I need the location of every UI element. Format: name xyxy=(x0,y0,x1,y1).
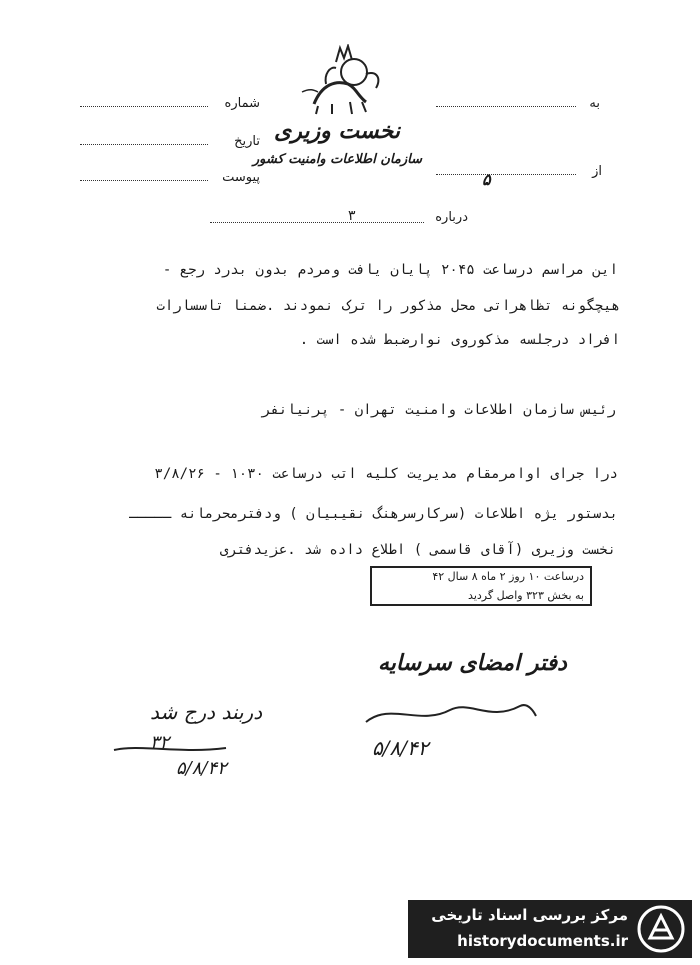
org-subtitle: سازمان اطلاعات وامنیت کشور xyxy=(252,152,422,167)
handwritten-stroke-icon xyxy=(110,738,230,758)
stamp-line-1: درساعت ۱۰ روز ۲ ماه ۸ سال ۴۲ xyxy=(432,570,584,583)
receipt-stamp xyxy=(370,566,592,606)
attachment-label: پیوست xyxy=(222,170,260,185)
handwritten-note-right: دفتر امضای سرسایه xyxy=(378,650,567,676)
watermark-title: مرکز بررسی اسناد تاریخی xyxy=(431,906,628,924)
number-label: شماره xyxy=(224,96,260,111)
watermark-banner xyxy=(408,900,692,958)
from-mark: ۵ xyxy=(482,170,491,189)
handwritten-date-right: ۵/۸/۴۲ xyxy=(372,736,429,760)
lion-and-sun-emblem-icon xyxy=(296,44,386,116)
action-line-1: درا جرای اوامرمقام مدیریت کلیه اتب درساعت ۱۰۳۰ - ۳/۸/۲۶ xyxy=(154,466,618,482)
from-field-line xyxy=(436,174,576,175)
subject-field-line xyxy=(210,222,424,223)
to-field-line xyxy=(436,106,576,107)
from-label: از xyxy=(592,164,602,179)
number-field-line xyxy=(80,106,208,107)
watermark-url: historydocuments.ir xyxy=(457,932,628,950)
signatory-line: رئیس سازمان اطلاعات وامنیت تهران - پرنیانفر xyxy=(261,402,616,418)
date-field-line xyxy=(80,144,208,145)
handwritten-note-left: دربند درج شد xyxy=(150,700,263,724)
action-line-3: نخست وزیری (آقای قاسمی ) اطلاع داده شد .عزیدفتری xyxy=(219,542,616,558)
signature-right-icon xyxy=(360,692,540,730)
stamp-line-2: به بخش ۳۲۳ واصل گردید xyxy=(468,589,584,602)
body-line-1: این مراسم درساعت ۲۰۴۵ پایان یافت ومردم بدون بدرد رجع - xyxy=(162,262,618,278)
subject-value: ۳ xyxy=(348,208,356,224)
body-line-3: افراد درجلسه مذکوروی نوارضبط شده است . xyxy=(299,332,620,348)
org-title: نخست وزیری xyxy=(274,118,400,144)
attachment-field-line xyxy=(80,180,208,181)
action-line-2: بدستور یژه اطلاعات (سرکارسرهنگ نقیبیان ) ودفترمحرمانه ـــــ xyxy=(129,506,618,522)
handwritten-date-left: ۵/۸/۴۲ xyxy=(176,758,227,779)
archive-logo-icon xyxy=(636,904,686,954)
date-label: تاریخ xyxy=(234,134,260,149)
handwritten-mark-left: ۳۲ xyxy=(150,732,170,753)
to-label: به xyxy=(589,96,600,111)
body-line-2: هیچگونه تظاهراتی محل مذکور را ترک نمودند .ضمنا تاسسارات xyxy=(156,298,620,314)
subject-label: درباره xyxy=(435,210,468,225)
